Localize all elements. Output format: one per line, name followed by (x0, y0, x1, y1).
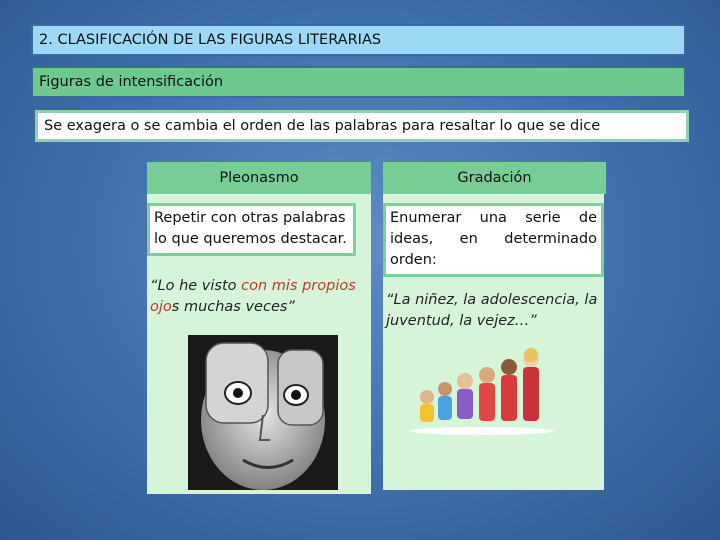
pleonasmo-heading (147, 162, 371, 194)
section-subtitle (31, 66, 686, 98)
definition-statement-text: Se exagera o se cambia el orden de las palabras para resaltar lo que se dice (44, 118, 601, 134)
example-text-rest: s muchas veces” (171, 299, 295, 316)
example-highlight: con mis propios oj (150, 278, 356, 316)
gradacion-definition (383, 203, 604, 277)
gradacion-example-text: “La niñez, la adolescencia, la juventud, la vejez…” (386, 292, 598, 330)
children-group-photo-icon (407, 345, 557, 435)
slide-title-text: 2. CLASIFICACIÓN DE LAS FIGURAS LITERARIAS (39, 32, 382, 48)
definition-statement (35, 110, 689, 142)
pleonasmo-example (150, 276, 360, 318)
pleonasmo-heading-text: Pleonasmo (219, 170, 299, 186)
pleonasmo-definition-text: Repetir con otras palabras lo que queremos destacar. (154, 210, 347, 248)
section-subtitle-text: Figuras de intensificación (39, 74, 224, 90)
gradacion-definition-line1: Enumerar una serie de ideas, en determinado (390, 210, 597, 248)
pleonasmo-definition (147, 203, 356, 256)
face-with-hands-photo-icon (188, 335, 338, 490)
gradacion-heading (383, 162, 606, 194)
slide-title (31, 24, 686, 56)
gradacion-definition-line2: orden: (390, 252, 437, 269)
example-text-start: “Lo he visto (150, 278, 242, 294)
example-highlight-o: o (162, 299, 172, 316)
gradacion-example (386, 290, 604, 332)
gradacion-heading-text: Gradación (457, 170, 532, 186)
